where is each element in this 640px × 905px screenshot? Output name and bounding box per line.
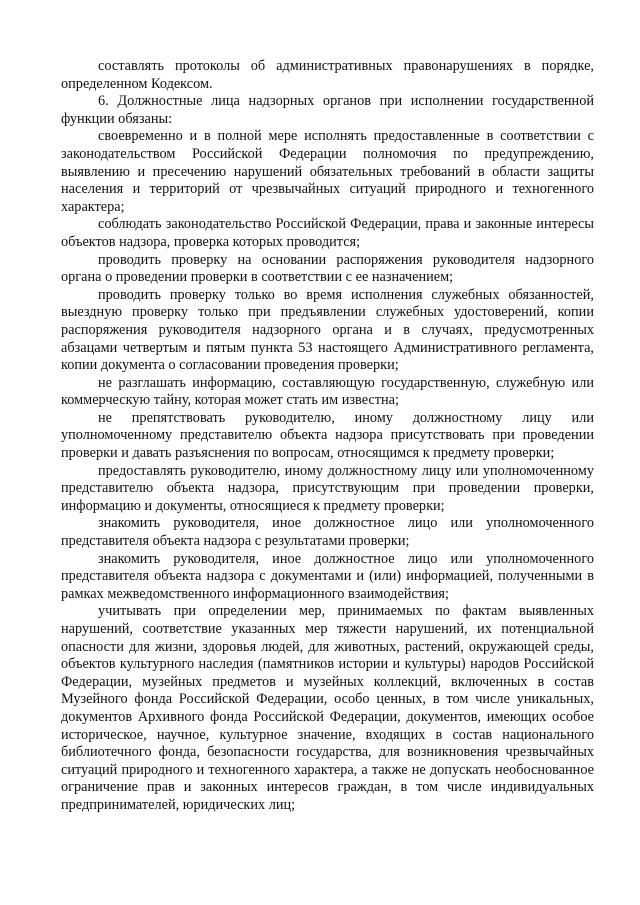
paragraph-section-6-heading: 6. Должностные лица надзорных органов при исполнении государственной функции обязаны: [61, 93, 594, 127]
document-body [61, 58, 594, 815]
paragraph-confidentiality: не разглашать информацию, составляющую государственную, служебную или коммерческую тайну, которая может стать им известна; [61, 374, 594, 409]
paragraph-no-obstruction: не препятствовать руководителю, иному должностному лицу или уполномоченному представителю объекта надзора присутствовать при проведении проверки и давать разъяснения по вопросам, относящимся к предмету проверки; [61, 409, 594, 462]
paragraph-exercise-powers: своевременно и в полной мере исполнять предоставленные в соответствии с законодательством Российской Федерации полномочия по предупреждению, выявлению и пресечению нарушений обязательных требований в области защиты населения и территорий от чрезвычайных ситуаций природного и техногенного характера; [61, 128, 594, 215]
paragraph-inspection-timing: проводить проверку только во время исполнения служебных обязанностей, выездную проверку только при предъявлении служебных удостоверений, копии распоряжения руководителя надзорного органа и в случаях, предусмотренных абзацами четвертым и пятым пункта 53 настоящего Административного регламента, копии документа о согласовании проведения проверки; [61, 286, 594, 374]
paragraph-inform-documents: знакомить руководителя, иное должностное лицо или уполномоченного представителя объекта надзора с документами и (или) информацией, полученными в рамках межведомственного информационного взаимодействия; [61, 550, 594, 602]
paragraph-protocols: составлять протоколы об административных правонарушениях в порядке, определенном Кодексом. [61, 58, 594, 92]
paragraph-observe-legislation: соблюдать законодательство Российской Федерации, права и законные интересы объектов надзора, проверка которых проводится; [61, 216, 594, 250]
paragraph-proportionate-measures: учитывать при определении мер, принимаемых по фактам выявленных нарушений, соответствие указанных мер тяжести нарушений, их потенциальной опасности для жизни, здоровья людей, для животных, растений, окружающей среды, объектов культурного наследия (памятников истории и культуры) народов Российской Федерации, музейных предметов и музейных коллекций, включенных в состав Музейного фонда Российской Федерации, особо ценных, в том числе уникальных, документов Архивного фонда Российской Федерации, документов, имеющих особое историческое, научное, культурное значение, входящих в состав национального библиотечного фонда, безопасности государства, для возникновения чрезвычайных ситуаций природного и техногенного характера, а также не допускать необоснованное ограничение прав и законных интересов граждан, в том числе индивидуальных предпринимателей, юридических лиц; [61, 603, 594, 813]
paragraph-inform-results: знакомить руководителя, иное должностное лицо или уполномоченного представителя объекта надзора с результатами проверки; [61, 515, 594, 550]
paragraph-provide-information: предоставлять руководителю, иному должностному лицу или уполномоченному представителю объекта надзора, присутствующим при проведении проверки, информацию и документы, относящиеся к предмету проверки; [61, 462, 594, 514]
paragraph-inspection-basis: проводить проверку на основании распоряжения руководителя надзорного органа о проведении проверки в соответствии с ее назначением; [61, 251, 594, 286]
